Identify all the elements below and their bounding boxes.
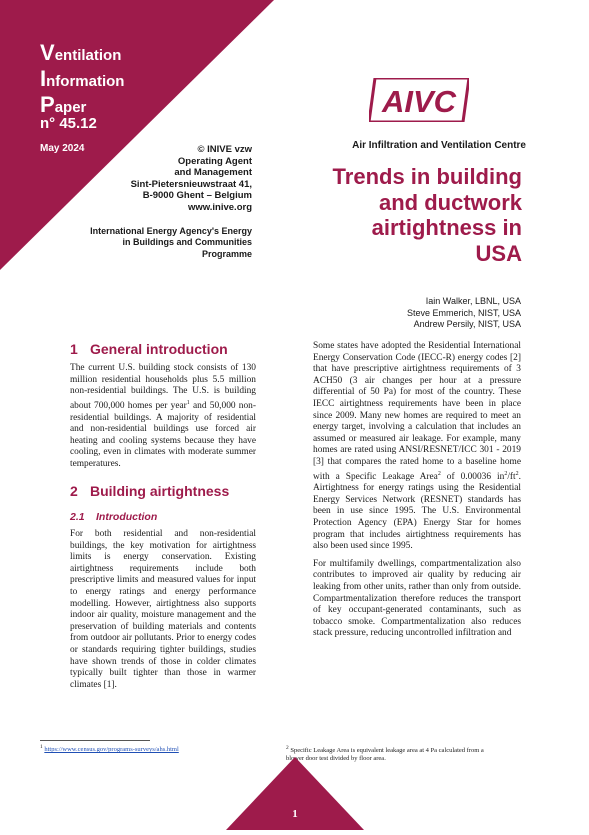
title-line: USA [475, 240, 522, 266]
organization-block [52, 144, 252, 214]
org-line: B-9000 Ghent – Belgium [142, 190, 252, 202]
agency-line: International Energy Agency's Energy [90, 226, 252, 236]
org-line: © INIVE vzw [197, 144, 252, 155]
aivc-logo [369, 78, 469, 122]
org-line: Sint-Pietersnieuwstraat 41, [130, 178, 252, 190]
series-line-ventilation: Ventilation [40, 40, 122, 65]
author: Iain Walker, LBNL, USA [425, 296, 521, 306]
org-website: www.inive.org [187, 201, 252, 213]
footnote-rule [40, 740, 150, 741]
author: Andrew Persily, NIST, USA [413, 319, 521, 330]
footnote-1: $^1$ https://www.census.gov/programs-surveys/ahs.html [40, 744, 179, 754]
title-line: Trends in building [332, 164, 522, 189]
subsection-heading-introduction: 2.1 Introduction [70, 511, 158, 523]
title-line: airtightness in [371, 215, 522, 240]
org-line: Operating Agent [177, 155, 252, 167]
right-column [313, 341, 521, 640]
logo-text: AIVC [381, 84, 457, 119]
left-column-airtightness [70, 529, 256, 691]
paper-number: n° 45.12 [40, 115, 97, 132]
series-line-paper: Paper [40, 92, 87, 117]
org-line: and Management [174, 167, 252, 179]
census-link[interactable]: https://www.census.gov/programs-surveys/ahs.html [44, 746, 179, 754]
author: Steve Emmerich, NIST, USA [406, 307, 521, 318]
footnote-2: $^2$ Specific Leakage Area is equivalent leakage area at 4 Pa calculated from a blower door test divided by floor area. [286, 745, 484, 763]
authors-block [350, 296, 521, 331]
paragraph-multifamily: For multifamily dwellings, compartmentalization also contributes to improved air quality by reducing air leaking from other units, rather than only from outside. Compartmentalization therefore reduces the transport of key occupant-generated contaminants, such as tobacco smoke. Compartmentalization also reduces stack pressure, reducing uncontrolled infiltration and [313, 558, 521, 639]
paragraph-general-introduction: The current U.S. building stock consists of 130 million residential households plus 5.5 million non-residential buildings. The U.S. is building about 700,000 homes per year$^1$ and 50,000 non-residential buildings. A majority of residential and non-residential buildings use forced air heating and cooling systems because they have cooling, even in climates with moderate summer temperatures. [70, 363, 256, 469]
section-heading-general-introduction: 1 General introduction [70, 341, 228, 357]
paragraph-airtightness-intro: For both residential and non-residential buildings, the key motivation for airtightness limits is energy conservation. Existing airtightness requirements include both prescriptive limits and measured values for input to energy ratings and energy performance modelling. However, airtightness also supports indoor air quality, moisture management and the preservation of building materials and contents from outdoor air pollutants. Prior to energy codes or standards requiring tighter buildings, studies have shown trends of those in colder climates typically built tighter than those in warmer climates [1]. [70, 529, 256, 690]
agency-line: Programme [201, 248, 252, 259]
agency-block [52, 226, 252, 260]
centre-name: Air Infiltration and Ventilation Centre [352, 140, 526, 151]
title-line: and ductwork [378, 189, 522, 215]
document-title [300, 164, 522, 266]
paragraph-iecc: Some states have adopted the Residential International Energy Conservation Code (IECC-R) energy codes [2] that have prescriptive airtightness requirements of 3 ACH50 (3 air changes per hour at a pressure differential of 50 Pa) for most of the country. These IECC airtightness requirements have been in place since 2009. Many new homes are required to meet an energy target, involving a calculation that includes an assumed or measured air leakage. For example, many homes are rated using ANSI/RESNET/ICC 301 - 2019 [3] that compares the rated home to a baseline home with a Specific Leakage Area$^2$ of 0.00036 $in^2/ft^2$. Airtightness for energy ratings using the Residential Energy Services Network (RESNET) standards has been in use since 1995. The U.S. Environmental Protection Agency (EPA) Energy Star for homes program that includes airtightness requirements has also been used since 1995. [313, 341, 521, 552]
page-number: 1 [292, 808, 298, 820]
paper-date: May 2024 [40, 143, 85, 154]
series-line-information: Information [40, 66, 125, 91]
left-column-intro [70, 363, 256, 470]
agency-line: in Buildings and Communities [122, 237, 252, 248]
section-heading-building-airtightness: 2 Building airtightness [70, 483, 230, 499]
